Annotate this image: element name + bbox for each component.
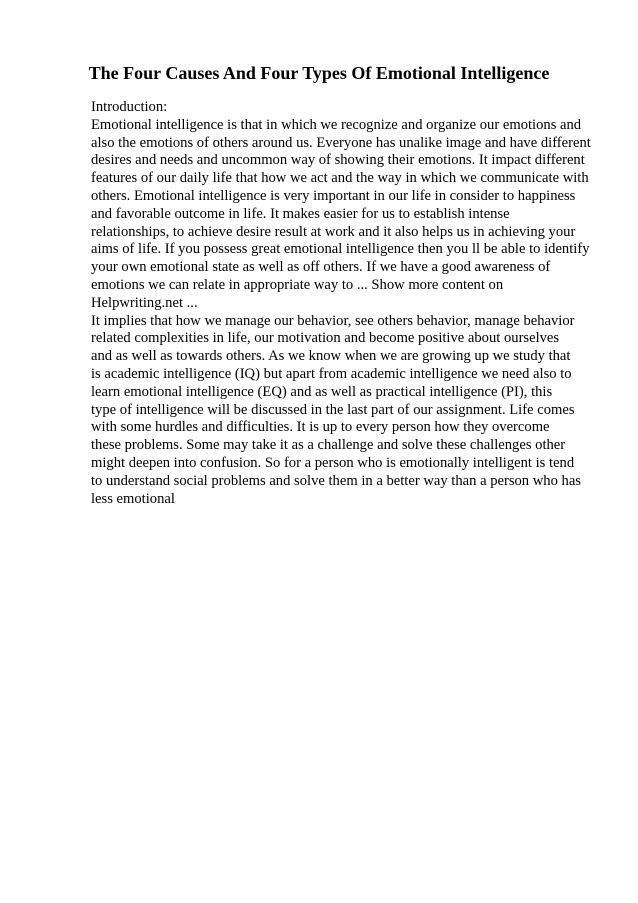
body-line: with some hurdles and difficulties. It is up to every person how they overcome bbox=[91, 419, 550, 436]
body-line: related complexities in life, our motivation and become positive about ourselves bbox=[91, 330, 560, 347]
body-line: relationships, to achieve desire result at work and it also helps us in achieving your bbox=[91, 223, 576, 240]
body-line: Introduction: bbox=[91, 99, 168, 115]
body-line: desires and needs and uncommon way of showing their emotions. It impact different bbox=[91, 152, 585, 169]
document-body bbox=[91, 99, 611, 508]
body-line: to understand social problems and solve them in a better way than a person who has bbox=[91, 472, 581, 489]
document-title: The Four Causes And Four Types Of Emotional Intelligence bbox=[88, 63, 550, 83]
body-line: your own emotional state as well as off others. If we have a good awareness of bbox=[91, 259, 551, 276]
body-line: and favorable outcome in life. It makes easier for us to establish intense bbox=[91, 205, 510, 222]
body-line: and as well as towards others. As we know when we are growing up we study that bbox=[91, 348, 571, 365]
body-line: learn emotional intelligence (EQ) and as well as practical intelligence (PI), this bbox=[91, 383, 553, 400]
body-line: type of intelligence will be discussed in the last part of our assignment. Life comes bbox=[91, 401, 575, 418]
body-line: these problems. Some may take it as a challenge and solve these challenges other bbox=[91, 437, 566, 454]
body-line: others. Emotional intelligence is very important in our life in consider to happiness bbox=[91, 187, 576, 204]
body-line: emotions we can relate in appropriate way to ... Show more content on bbox=[91, 276, 504, 293]
body-line: It implies that how we manage our behavior, see others behavior, manage behavior bbox=[91, 312, 575, 329]
body-line: might deepen into confusion. So for a person who is emotionally intelligent is tend bbox=[91, 454, 575, 471]
body-line: Helpwriting.net ... bbox=[91, 294, 198, 311]
body-line: is academic intelligence (IQ) but apart from academic intelligence we need also to bbox=[91, 365, 572, 382]
body-line: also the emotions of others around us. Everyone has unalike image and have different bbox=[91, 134, 591, 151]
body-line: less emotional bbox=[91, 490, 175, 507]
body-line: features of our daily life that how we act and the way in which we communicate with bbox=[91, 170, 589, 187]
body-line: Emotional intelligence is that in which we recognize and organize our emotions and bbox=[91, 116, 582, 133]
body-line: aims of life. If you possess great emotional intelligence then you ll be able to identify bbox=[91, 241, 590, 258]
